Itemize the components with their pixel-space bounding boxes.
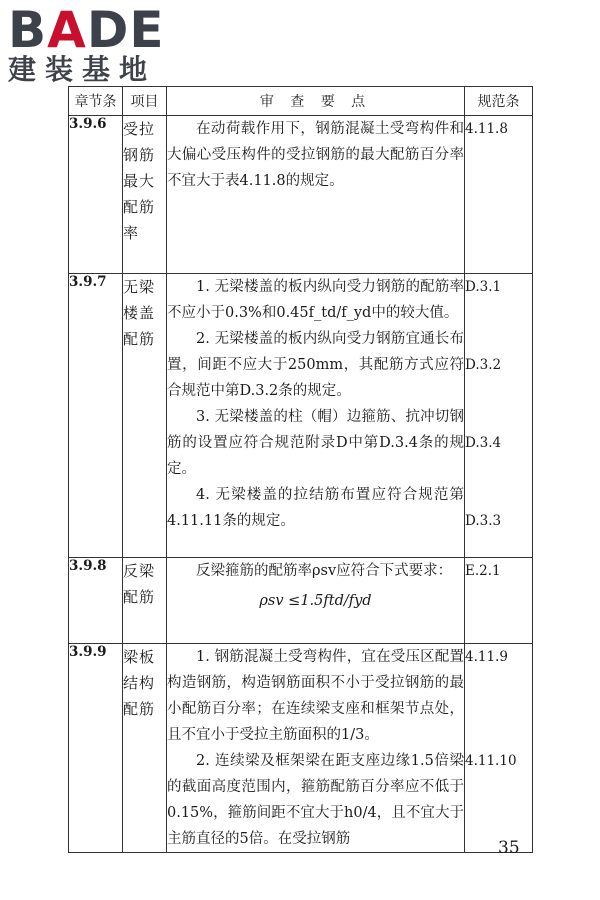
ref-code: 4.11.8 (465, 121, 508, 137)
formula: ρsv ≤1.5ftd/fyd (259, 593, 372, 609)
logo-letter-a: A (47, 1, 87, 59)
ref-cell (465, 274, 533, 558)
section-number: 3.9.7 (69, 274, 123, 558)
review-table (68, 86, 533, 853)
requirement-text: 1. 无梁楼盖的板内纵向受力钢筋的配筋率不应小于0.3%和0.45f_td/f_yd中的较大值。 (167, 279, 464, 321)
requirement-cell (167, 274, 465, 558)
page-number: 35 (498, 838, 520, 858)
requirement-text: 2. 连续梁及框架梁在距支座边缘1.5倍梁的截面高度范围内，箍筋配筋百分率应不低于0.15%，箍筋间距不宜大于h0/4，且不宜大于主筋直径的5倍。在受拉钢筋 (167, 753, 464, 847)
table-row (69, 558, 533, 644)
logo-wordmark (8, 1, 188, 59)
requirement-cell (167, 644, 465, 853)
item-name: 受拉钢筋最大配筋率 (123, 116, 167, 274)
header-item: 项目 (123, 87, 167, 116)
table-row (69, 116, 533, 274)
section-number: 3.9.8 (69, 558, 123, 644)
table-row (69, 644, 533, 853)
header-points: 审 查 要 点 (167, 87, 465, 116)
ref-code: D.3.4 (465, 435, 502, 451)
table-row (69, 274, 533, 558)
ref-cell (465, 644, 533, 853)
header-ref: 规范条 (465, 87, 533, 116)
requirement-cell (167, 116, 465, 274)
logo-letters-de: DE (86, 1, 165, 59)
requirement-text: 3. 无梁楼盖的柱（帽）边箍筋、抗冲切钢筋的设置应符合规范附录D中第D.3.4条的规定。 (167, 409, 464, 477)
ref-cell (465, 116, 533, 274)
logo (8, 1, 188, 86)
requirement-text: 4. 无梁楼盖的拉结筋布置应符合规范第4.11.11条的规定。 (167, 487, 464, 529)
ref-code: D.3.1 (465, 279, 502, 295)
ref-code: 4.11.9 (465, 649, 508, 665)
requirement-text: 2. 无梁楼盖的板内纵向受力钢筋宜通长布置，间距不应大于250mm，其配筋方式应符合规范中第D.3.2条的规定。 (167, 331, 464, 399)
ref-cell (465, 558, 533, 644)
section-number: 3.9.6 (69, 116, 123, 274)
logo-letter-b: B (8, 1, 48, 59)
ref-code: 4.11.10 (465, 753, 517, 769)
logo-subtitle: 建装基地 (8, 53, 157, 86)
requirement-text: 反梁箍筋的配筋率ρsv应符合下式要求： (196, 563, 453, 579)
item-name: 梁板结构配筋 (123, 644, 167, 853)
ref-code: D.3.3 (465, 513, 502, 529)
ref-code: E.2.1 (465, 563, 501, 579)
item-name: 反梁配筋 (123, 558, 167, 644)
ref-code: D.3.2 (465, 357, 502, 373)
requirement-text: 1. 钢筋混凝土受弯构件，宜在受压区配置构造钢筋，构造钢筋面积不小于受拉钢筋的最小配筋百分率；在连续梁支座和框架节点处，且不宜小于受拉主筋面积的1/3。 (167, 649, 464, 743)
section-number: 3.9.9 (69, 644, 123, 853)
table-header-row (69, 87, 533, 116)
header-section: 章节条 (69, 87, 123, 116)
item-name: 无梁楼盖配筋 (123, 274, 167, 558)
requirement-cell (167, 558, 465, 644)
requirement-text: 在动荷载作用下，钢筋混凝土受弯构件和大偏心受压构件的受拉钢筋的最大配筋百分率不宜大于表4.11.8的规定。 (167, 121, 464, 189)
